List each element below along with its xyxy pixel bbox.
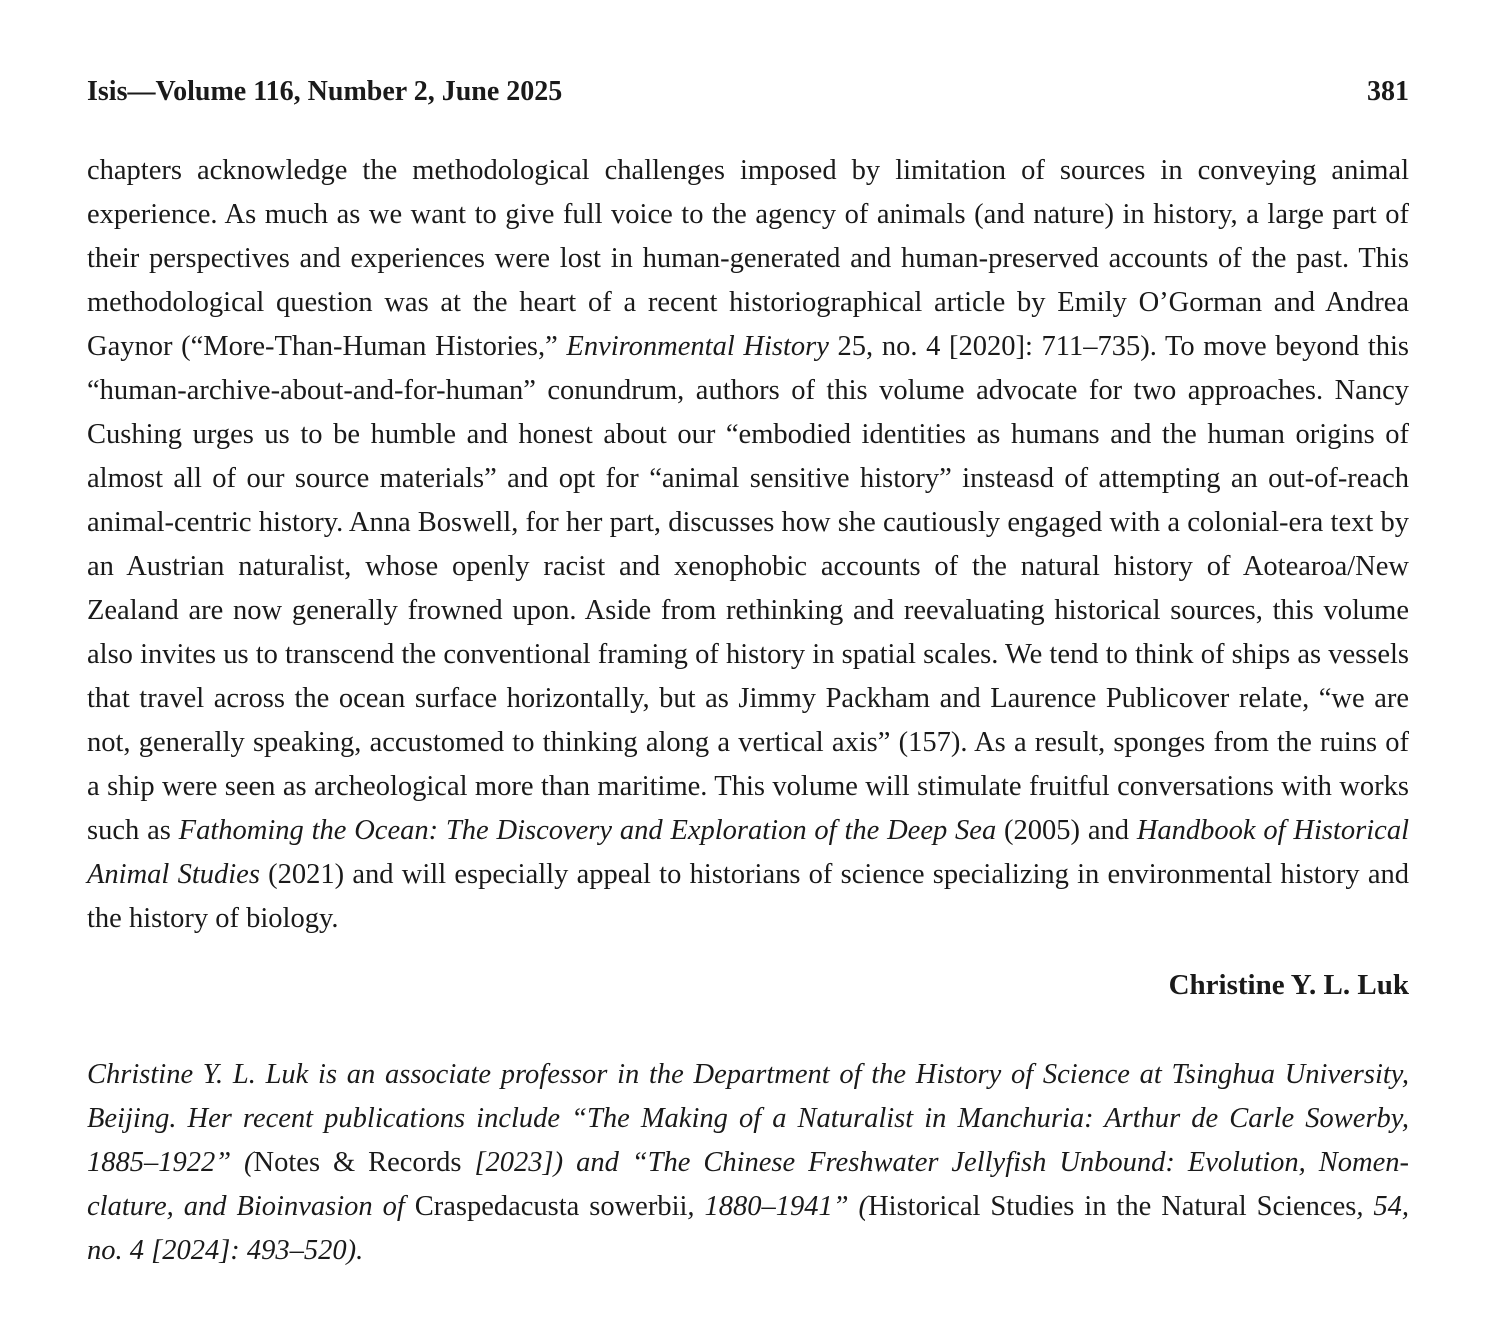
journal-title-environmental-history: Environmental History bbox=[566, 331, 829, 362]
review-body bbox=[87, 149, 1409, 941]
bio-text-part-4: , 54, no. 4 [2024]: 493–520). bbox=[87, 1191, 1410, 1266]
reviewer-signature: Christine Y. L. Luk bbox=[1168, 969, 1409, 1001]
journal-page bbox=[87, 70, 1409, 1273]
book-title-handbook: Handbook of Historical Animal Studies bbox=[87, 815, 1409, 890]
bio-species-name: Craspedacusta sowerbii bbox=[414, 1191, 688, 1222]
review-text-part-3: (2005) and bbox=[996, 815, 1137, 846]
review-text-part-1: chapters acknowledge the methodological challenges imposed by limitation of sources in conveying animal experience. As much as we want to give full voice to the agency of animals (and nature) in history, a large part of their perspectives and experiences were lost in human-generated and human-preserved accounts of the past. This methodological question was at the heart of a recent historiographical article by Emily O’Gorman and Andrea Gaynor (“More-Than-Human Histories,” bbox=[87, 155, 1409, 362]
bio-text-part-3: , 1880–1941” ( bbox=[687, 1191, 869, 1222]
review-paragraph bbox=[87, 149, 1409, 941]
bio-text-part-2: [2023]) and “The Chinese Freshwater Jellyfish Unbound: Evolution, Nomenclature, and Bioinvasion of bbox=[87, 1147, 1409, 1222]
page-number: 381 bbox=[1367, 76, 1409, 107]
book-title-fathoming-the-ocean: Fathoming the Ocean: The Discovery and Exploration of the Deep Sea bbox=[178, 815, 997, 846]
bio-journal-notes-records: Notes & Records bbox=[253, 1147, 462, 1178]
bio-journal-historical-studies: Historical Studies in the Natural Sciences bbox=[868, 1191, 1357, 1222]
journal-issue-title: Isis—Volume 116, Number 2, June 2025 bbox=[87, 76, 563, 107]
running-head bbox=[87, 70, 1409, 114]
review-text-part-2: 25, no. 4 [2020]: 711–735). To move beyond this “human-archive-about-and-for-human” conundrum, authors of this volume advocate for two approaches. Nancy Cushing urges us to be humble and honest about our “embodied identities as humans and the human origins of almost all of our source materials” and opt for “animal sensitive history” insteasd of attempting an out-of-reach animal-centric history. Anna Boswell, for her part, discusses how she cautiously engaged with a colonial-era text by an Austrian naturalist, whose openly racist and xenophobic accounts of the natural history of Aotearoa/New Zealand are now generally frowned upon. Aside from rethinking and reevaluating historical sources, this volume also invites us to transcend the conventional framing of history in spatial scales. We tend to think of ships as vessels that travel across the ocean surface horizontally, but as Jimmy Packham and Laurence Publicover relate, “we are not, generally speaking, accustomed to thinking along a vertical axis” (157). As a result, sponges from the ruins of a ship were seen as archeological more than maritime. This volume will stimulate fruitful conversations with works such as bbox=[87, 331, 1410, 846]
bio-paragraph bbox=[87, 1053, 1409, 1273]
bio-text-part-1: Christine Y. L. Luk is an associate professor in the Department of the History of Science at Tsinghua University, Beijing. Her recent publications include “The Making of a Naturalist in Manchuria: Arthur de Carle Sowerby, 1885–1922” ( bbox=[87, 1059, 1409, 1178]
review-text-part-4: (2021) and will especially appeal to historians of science specializing in environmental history and the history of biology. bbox=[87, 859, 1409, 934]
author-bio bbox=[87, 1053, 1409, 1273]
